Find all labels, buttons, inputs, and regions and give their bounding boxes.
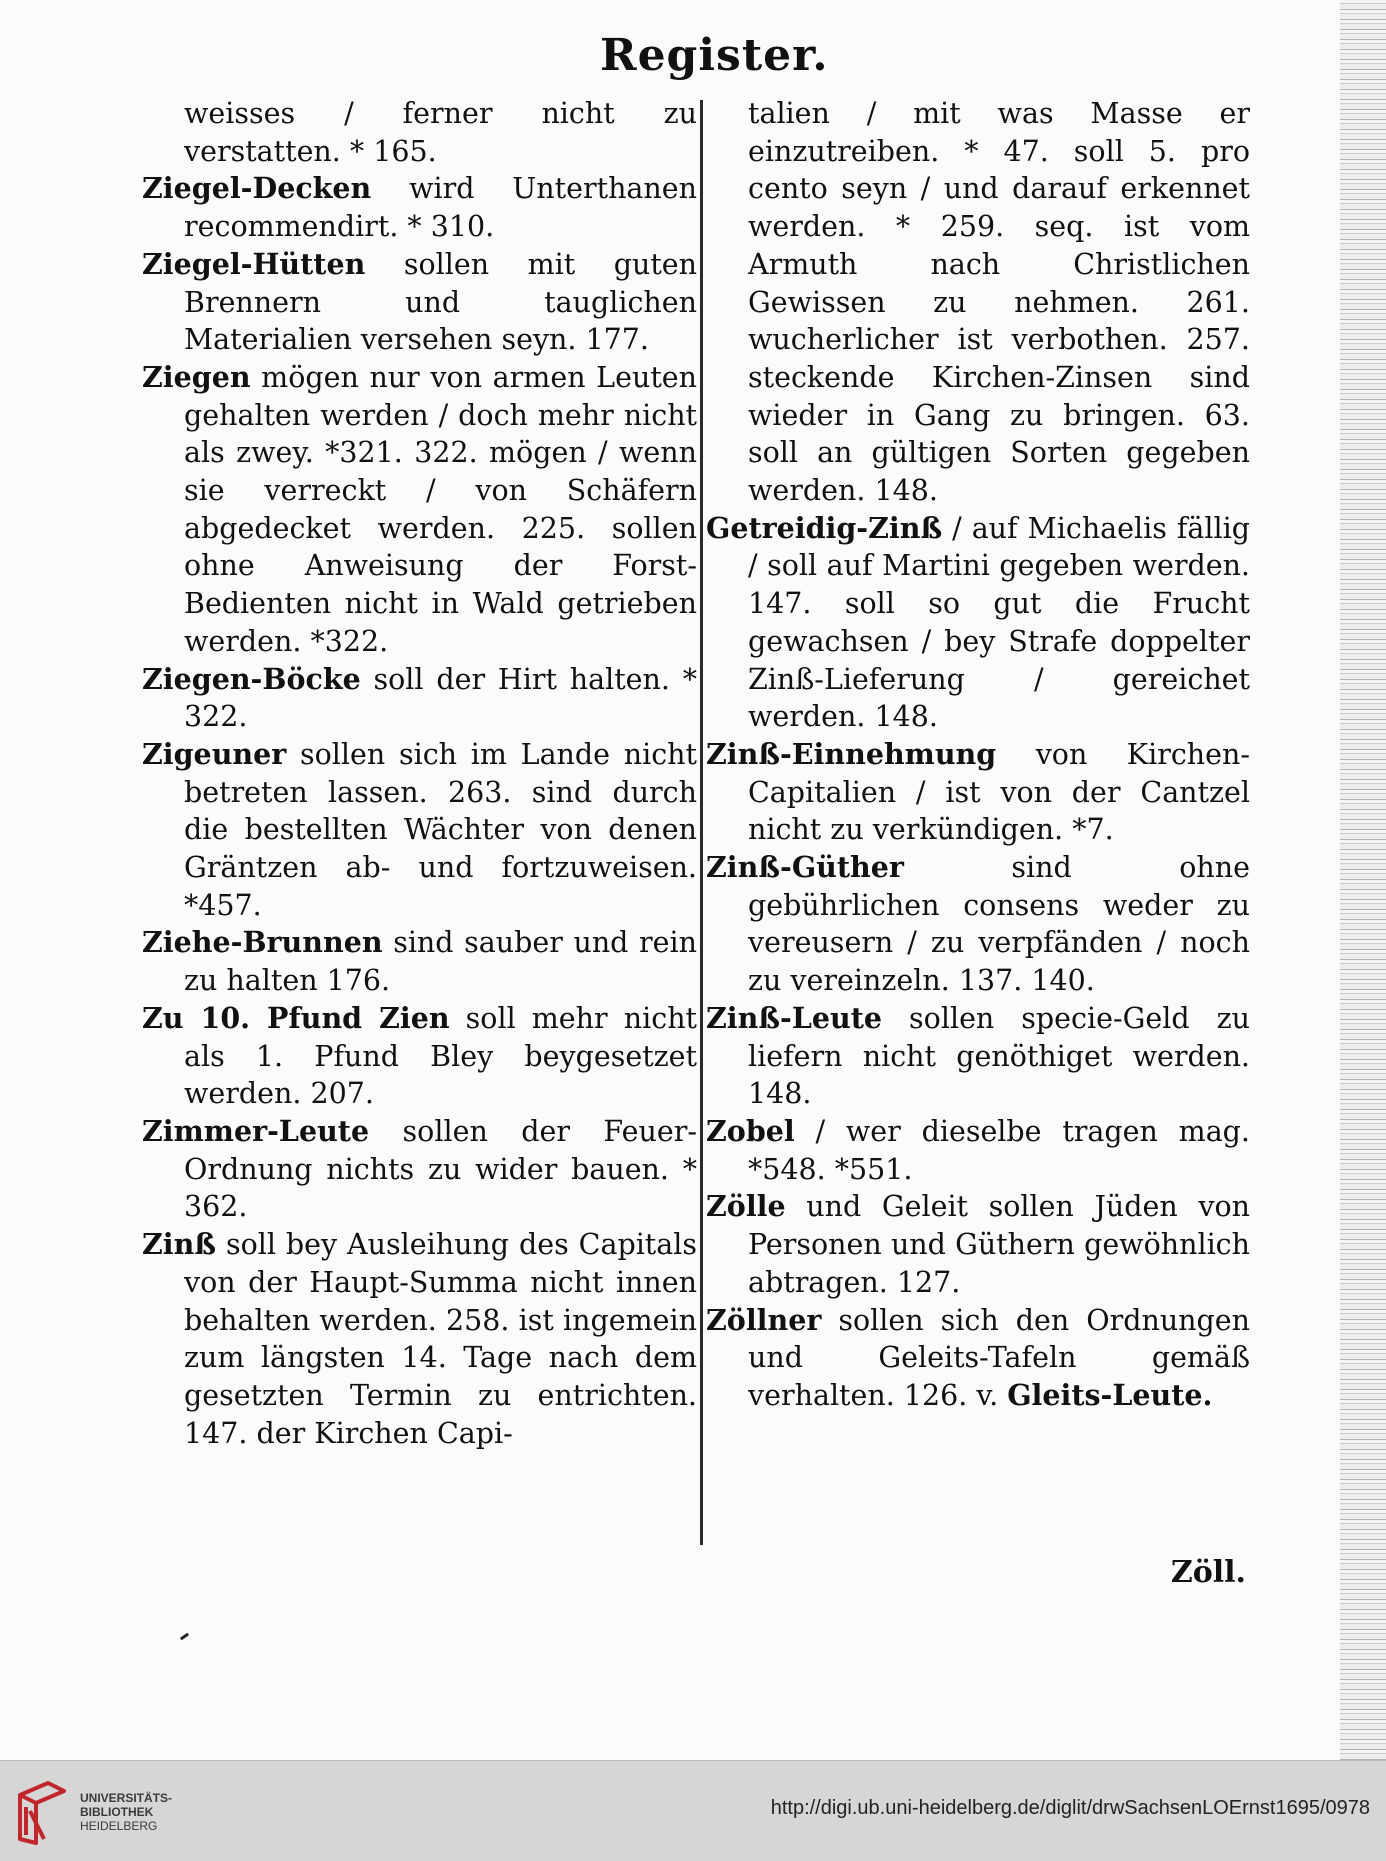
page-title: Register.: [600, 30, 829, 81]
source-url-link[interactable]: http://digi.ub.uni-heidelberg.de/diglit/drwSachsenLOErnst1695/0978: [770, 1797, 1370, 1819]
index-entry: [142, 359, 697, 661]
entry-keyword: Ziegel-Hütten: [142, 246, 366, 281]
entry-text: soll der Hirt halten. * 322.: [184, 662, 697, 734]
entry-text: wird Unterthanen recommendirt. * 310.: [184, 172, 697, 244]
entry-keyword: Ziehe-Brunnen: [142, 925, 383, 960]
index-entry: [142, 1000, 697, 1113]
right-column: [706, 95, 1250, 1415]
entry-text: talien / mit was Masse er einzutreiben. * 47. soll 5. pro cento seyn / und darauf erkennet werden. * 259. seq. ist vom Armuth nach Christlichen Gewissen zu nehmen. 261. wucherlicher ist verbothen. 257. steckende Kirchen-Zinsen sind wieder in Gang zu bringen. 63. soll an gültigen Sorten gegeben werden. 148.: [748, 97, 1250, 508]
index-entry: [706, 1113, 1250, 1188]
entry-keyword: Zinß-Leute: [706, 1000, 883, 1035]
entry-cross-reference: Gleits-Leute.: [1007, 1377, 1213, 1412]
entry-text: / auf Michaelis fällig / soll auf Martini gegeben werden. 147. soll so gut die Frucht gewachsen / bey Strafe doppelter Zinß-Lieferung / gereichet werden. 148.: [748, 511, 1250, 734]
index-entry: [142, 736, 697, 925]
entry-text: von Kirchen-Capitalien / ist von der Cantzel nicht zu verkündigen. *7.: [748, 737, 1250, 847]
index-entry: [142, 1113, 697, 1226]
entry-keyword: Zimmer-Leute: [142, 1113, 370, 1148]
library-name-line: UNIVERSITÄTS-: [80, 1791, 173, 1805]
entry-keyword: Zöllner: [706, 1302, 822, 1337]
entry-text: und Geleit sollen Jüden von Personen und Güthern gewöhnlich abtragen. 127.: [748, 1190, 1250, 1299]
entry-keyword: Zigeuner: [142, 736, 287, 771]
entry-text: sollen sich im Lande nicht betreten lassen. 263. sind durch die bestellten Wächter von denen Gräntzen ab- und fortzuweisen. *457.: [184, 737, 697, 922]
index-entry: [142, 661, 697, 736]
index-entry: [142, 924, 697, 999]
entry-text: sollen mit guten Brennern und tauglichen Materialien versehen seyn. 177.: [184, 247, 697, 357]
entry-keyword: Ziegel-Decken: [142, 171, 372, 206]
entry-keyword: Zinß-Güther: [706, 850, 904, 885]
entry-keyword: Ziegen: [142, 359, 251, 394]
index-entry: [706, 1188, 1250, 1301]
entry-text: sollen der Feuer-Ordnung nichts zu wider bauen. * 362.: [184, 1114, 697, 1224]
entry-text: soll bey Ausleihung des Capitals von der Haupt-Summa nicht innen behalten werden. 258. ist ingemein zum längsten 14. Tage nach dem gesetzten Termin zu entrichten. 147. der Kirchen Capi-: [184, 1228, 697, 1450]
index-entry: [142, 170, 697, 245]
column-divider: [700, 100, 703, 1545]
index-entry: [706, 1302, 1250, 1415]
entry-keyword: Zobel: [706, 1113, 795, 1148]
index-entry: [706, 95, 1250, 510]
page-edge-scan-noise: [1340, 0, 1386, 1760]
entry-keyword: Ziegen-Böcke: [142, 661, 361, 696]
viewer-footer: [0, 1760, 1386, 1861]
entry-keyword: Zölle: [706, 1189, 786, 1224]
entry-text: weisses / ferner nicht zu verstatten. * 165.: [184, 97, 697, 168]
ink-speck: [180, 1633, 189, 1641]
entry-text: soll mehr nicht als 1. Pfund Bley beygesetzet werden. 207.: [184, 1001, 697, 1111]
library-name-line: HEIDELBERG: [80, 1819, 158, 1833]
index-entry: [706, 849, 1250, 1000]
library-name-line: BIBLIOTHEK: [80, 1805, 154, 1819]
library-name: [80, 1791, 220, 1833]
index-entry: [706, 510, 1250, 736]
entry-keyword: Zinß: [142, 1227, 217, 1262]
index-entry: [142, 246, 697, 359]
entry-keyword: Getreidig-Zinß: [706, 510, 943, 545]
entry-keyword: Zinß-Einnehmung: [706, 736, 997, 771]
entry-text: / wer dieselbe tragen mag. *548. *551.: [748, 1114, 1250, 1186]
left-column: [142, 95, 697, 1452]
index-entry: [142, 1226, 697, 1452]
entry-keyword: Zu 10. Pfund Zien: [142, 1000, 450, 1035]
entry-text: sollen sich den Ordnungen und Geleits-Tafeln gemäß verhalten. 126. v.: [748, 1303, 1250, 1412]
index-entry: [706, 736, 1250, 849]
index-entry: [142, 95, 697, 170]
index-entry: [706, 1000, 1250, 1113]
entry-text: sind sauber und rein zu halten 176.: [184, 926, 697, 998]
catchword: Zöll.: [1170, 1555, 1246, 1590]
entry-text: mögen nur von armen Leuten gehalten werden / doch mehr nicht als zwey. *321. 322. mögen / wenn sie verreckt / von Schäfern abgedecket werden. 225. sollen ohne Anweisung der Forst-Bedienten nicht in Wald getrieben werden. *322.: [184, 360, 697, 658]
entry-text: sind ohne gebührlichen consens weder zu vereusern / zu verpfänden / noch zu vereinzeln. 137. 140.: [748, 851, 1250, 998]
library-book-logo-icon[interactable]: [14, 1777, 70, 1847]
entry-text: sollen specie-Geld zu liefern nicht genöthiget werden. 148.: [748, 1001, 1250, 1111]
